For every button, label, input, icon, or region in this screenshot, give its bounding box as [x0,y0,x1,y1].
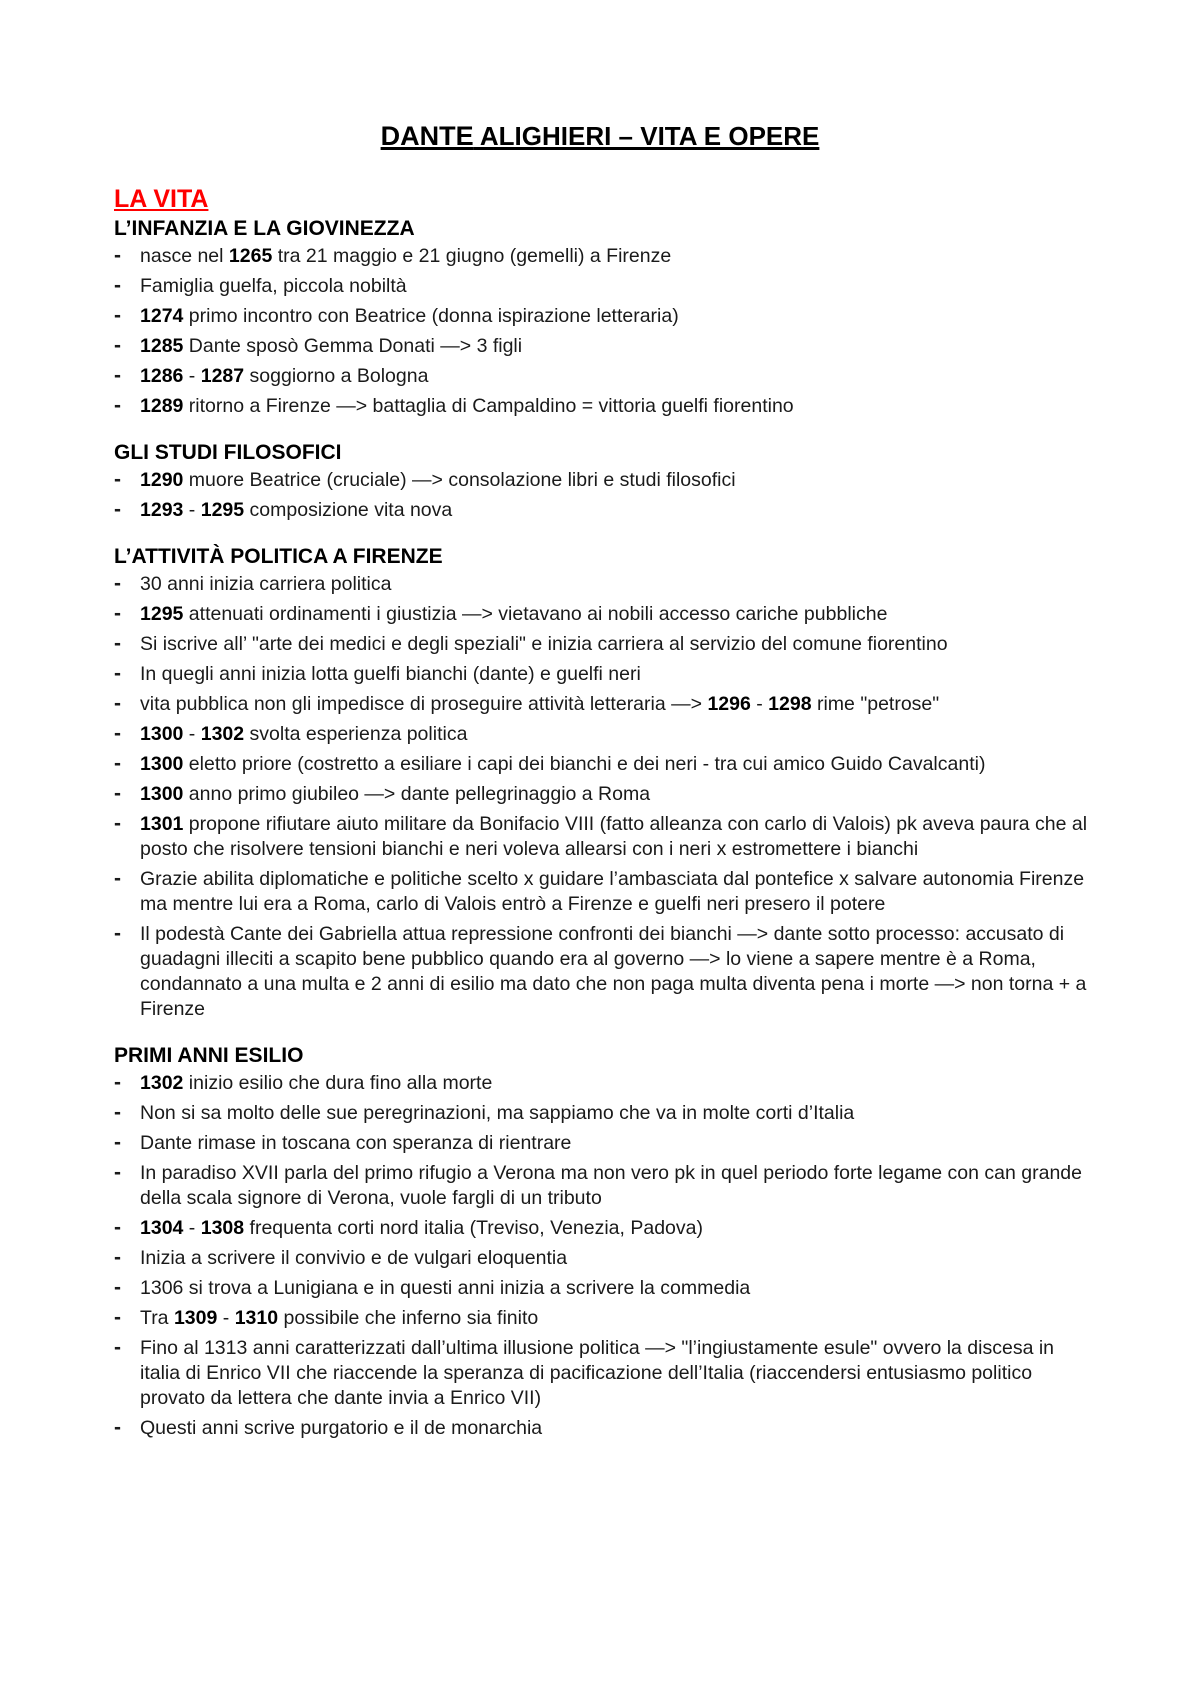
year-label: 1310 [234,1307,279,1329]
list-item [114,1101,1094,1126]
year-label: 1304 [140,1217,184,1239]
item-text: vita pubblica non gli impedisce di proseguire attività letteraria —> [140,693,708,715]
list-item [114,867,1094,917]
item-text: primo incontro con Beatrice (donna ispirazione letteraria) [183,305,679,327]
subsection-heading: GLI STUDI FILOSOFICI [114,441,342,464]
section-title: LA VITA [114,185,209,213]
subsection-heading: L’INFANZIA E LA GIOVINEZZA [114,217,415,240]
list-item [114,782,1094,807]
list-item [114,1131,1094,1156]
year-label: 1302 [200,723,245,745]
item-text: propone rifiutare aiuto militare da Bonifacio VIII (fatto alleanza con carlo di Valois) pk aveva paura che al posto che risolvere tensioni bianchi e neri voleva allearsi con i neri x estromettere i bianchi [140,813,1088,860]
list-item [114,632,1094,657]
item-text: tra 21 maggio e 21 giugno (gemelli) a Firenze [272,245,672,267]
item-text: Grazie abilita diplomatiche e politiche scelto x guidare l’ambasciata dal pontefice x salvare autonomia Firenze ma mentre lui era a Roma, carlo di Valois entrò a Firenze e guelfi neri presero il potere [140,868,1085,915]
item-text: In quegli anni inizia lotta guelfi bianchi (dante) e guelfi neri [140,663,641,685]
year-label: 1285 [140,335,184,357]
item-text: Fino al 1313 anni caratterizzati dall’ultima illusione politica —> "l’ingiustamente esule" ovvero la discesa in italia di Enrico VII che riaccende la speranza di pacificazione dell’Italia (riaccendersi entusiasmo politico provato da lettera che dante invia a Enrico VII) [140,1337,1055,1409]
item-text: composizione vita nova [244,499,453,521]
item-text: Questi anni scrive purgatorio e il de monarchia [140,1417,543,1439]
year-label: 1308 [200,1217,245,1239]
item-text: In paradiso XVII parla del primo rifugio a Verona ma non vero pk in quel periodo forte legame con can grande della scala signore di Verona, vuole fargli di un tributo [140,1162,1082,1209]
list-item [114,812,1094,862]
item-text: - [183,365,201,387]
item-text: Non si sa molto delle sue peregrinazioni, ma sappiamo che va in molte corti d’Italia [140,1102,855,1124]
item-text: anno primo giubileo —> dante pellegrinaggio a Roma [183,783,651,805]
item-text: possibile che inferno sia finito [278,1307,539,1329]
item-text: Dante rimase in toscana con speranza di rientrare [140,1132,572,1154]
list-item [114,244,1094,269]
bullet-list [114,572,1094,1022]
item-text: ritorno a Firenze —> battaglia di Campaldino = vittoria guelfi fiorentino [183,395,794,417]
item-text: Si iscrive all’ "arte dei medici e degli speziali" e inizia carriera al servizio del comune fiorentino [140,633,948,655]
list-item [114,722,1094,747]
item-text: Famiglia guelfa, piccola nobiltà [140,275,407,297]
list-item [114,1071,1094,1096]
year-label: 1290 [140,469,184,491]
list-item [114,1276,1094,1301]
title-part-1: DANTE [380,121,474,151]
item-text: rime "petrose" [811,693,940,715]
item-text: soggiorno a Bologna [244,365,429,387]
title-part-2: ALIGHIERI – VITA E OPERE [473,121,820,151]
item-text: - [217,1307,235,1329]
year-label: 1300 [140,753,184,775]
list-item [114,692,1094,717]
list-item [114,274,1094,299]
year-label: 1274 [140,305,184,327]
item-text: - [183,499,201,521]
item-text: muore Beatrice (cruciale) —> consolazione libri e studi filosofici [183,469,736,491]
item-text: nasce nel [140,245,229,267]
item-text: - [750,693,769,715]
year-label: 1265 [228,245,273,267]
list-item [114,1306,1094,1331]
item-text: frequenta corti nord italia (Treviso, Venezia, Padova) [244,1217,703,1239]
year-label: 1300 [140,783,184,805]
list-item [114,1246,1094,1271]
bullet-list [114,244,1094,419]
subsections [114,214,1094,1441]
subsection-heading: PRIMI ANNI ESILIO [114,1044,304,1067]
year-label: 1287 [200,365,245,387]
list-item [114,1216,1094,1241]
list-item [114,1416,1094,1441]
item-text: Dante sposò Gemma Donati —> 3 figli [183,335,523,357]
list-item [114,364,1094,389]
list-item [114,1161,1094,1211]
item-text: 30 anni inizia carriera politica [140,573,392,595]
item-text: Il podestà Cante dei Gabriella attua repressione confronti dei bianchi —> dante sotto processo: accusato di guadagni illeciti a scapito bene pubblico quando era al governo —> lo viene a sapere mentre è a Roma, condannato a una multa e 2 anni di esilio ma dato che non paga multa diventa pena i morte —> non torna + a Firenze [140,923,1087,1020]
list-item [114,468,1094,493]
year-label: 1298 [768,693,812,715]
list-item [114,572,1094,597]
list-item [114,662,1094,687]
list-item [114,1336,1094,1411]
item-text: eletto priore (costretto a esiliare i capi dei bianchi e dei neri - tra cui amico Guido Cavalcanti) [183,753,986,775]
subsection-heading: L’ATTIVITÀ POLITICA A FIRENZE [114,545,443,568]
item-text: Inizia a scrivere il convivio e de vulgari eloquentia [140,1247,568,1269]
bullet-list [114,1071,1094,1441]
item-text: svolta esperienza politica [244,723,468,745]
year-label: 1296 [707,693,751,715]
list-item [114,334,1094,359]
year-label: 1295 [140,603,184,625]
item-text: 1306 si trova a Lunigiana e in questi anni inizia a scrivere la commedia [140,1277,751,1299]
item-text: inizio esilio che dura fino alla morte [183,1072,493,1094]
list-item [114,602,1094,627]
item-text: attenuati ordinamenti i giustizia —> vietavano ai nobili accesso cariche pubbliche [183,603,888,625]
year-label: 1295 [200,499,245,521]
year-label: 1302 [140,1072,184,1094]
bullet-list [114,468,1094,523]
year-label: 1300 [140,723,184,745]
year-label: 1309 [173,1307,218,1329]
document-title [0,116,1200,153]
list-item [114,752,1094,777]
year-label: 1293 [140,499,184,521]
list-item [114,304,1094,329]
list-item [114,394,1094,419]
item-text: Tra [140,1307,174,1329]
year-label: 1301 [140,813,184,835]
list-item [114,498,1094,523]
item-text: - [183,723,201,745]
item-text: - [183,1217,201,1239]
year-label: 1289 [140,395,184,417]
year-label: 1286 [140,365,184,387]
document-content [114,184,1094,1446]
list-item [114,922,1094,1022]
